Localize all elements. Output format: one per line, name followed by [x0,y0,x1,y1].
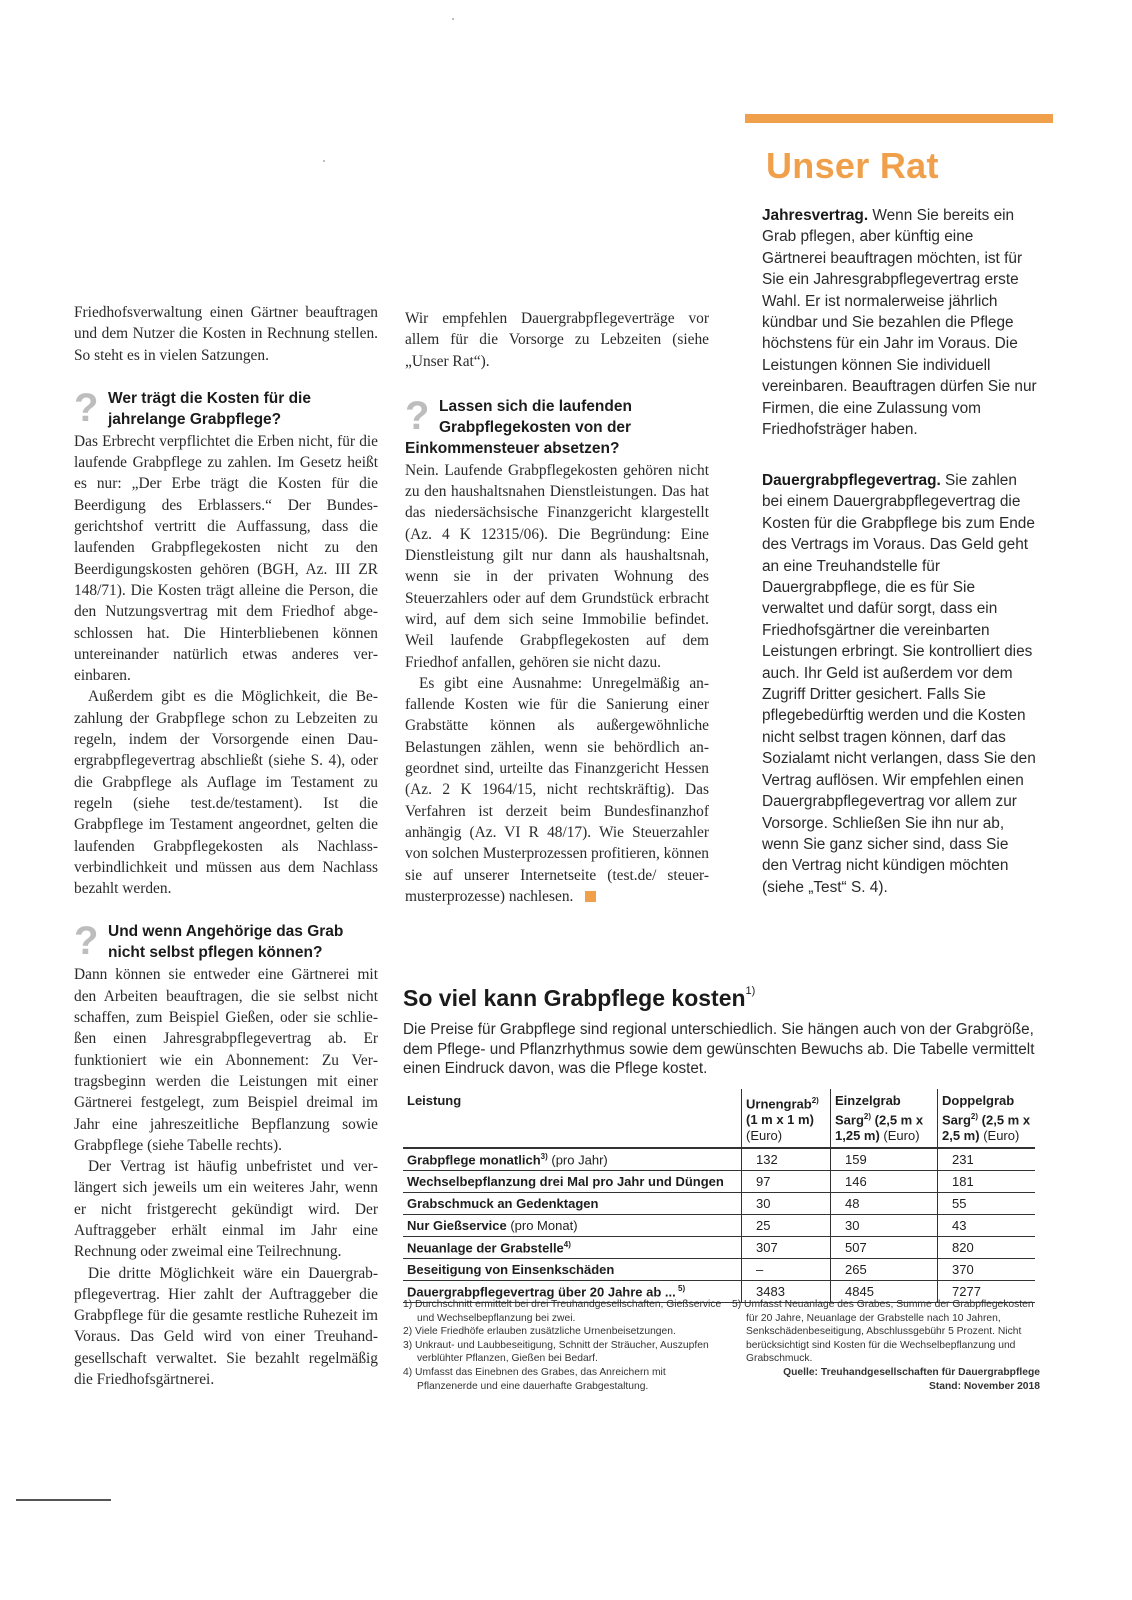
footnote-marker: 5) [675,1283,686,1293]
cell-doppelgrab: 7277 [938,1280,1036,1302]
intro-paragraph: Friedhofsverwaltung einen Gärtner beauftragen und dem Nutzer die Kosten in Rechnung stellen. So steht es in vielen Satzungen. [74,304,378,364]
question-mark-icon: ? [405,393,430,438]
question-heading [405,393,709,459]
question-heading-text: Und wenn Angehörige das Grab nicht selbst pflegen können? [108,923,344,962]
row-label [403,1236,742,1258]
footnote-marker: 1) [745,985,756,997]
intro-paragraph: Wir empfehlen Dauergrabpflegeverträge vor allem für die Vorsorge zu Lebzeiten (siehe „Unser Rat“). [405,310,709,370]
footnote: 3) Unkraut- und Laubbeseitigung, Schnitt der Sträucher, Auszupfen verblühter Pflanzen, Gießen bei Bedarf. [403,1339,709,1365]
header-einzelgrab [831,1089,938,1148]
cell-doppelgrab: 43 [938,1214,1036,1236]
cell-urnengrab: 97 [742,1170,831,1192]
header-text: Doppelgrab [942,1092,1015,1108]
body-paragraph-text: Es gibt eine Ausnahme: Unregelmäßig anfallende Kosten wie für die Sanierung einer Grabstätte können als außergewöhnliche Belastungen zählen, wenn sie behördlich angeordnet sind, urteilte das Finanzgericht Hessen (Az. 2 K 1964/15, nicht rechtskräftig). Das Verfahren ist derzeit beim Bundesfinanzhof anhängig (Az. VI R 48/17). Wie Steuerzahler von solchen Musterprozessen profitieren, können sie auf unserer Internetseite (test.de/ steuer-musterprozesse) nachlesen. [405,674,709,905]
cell-urnengrab: 132 [742,1148,831,1171]
header-text: (1 m x 1 m) [746,1111,814,1127]
unser-rat-item-lead: Jahresvertrag. [762,207,869,224]
footnote: 1) Durchschnitt ermittelt bei drei Treuhandgesellschaften, Gießservice und Wechselbepflanzung bei zwei. [403,1299,722,1324]
cell-einzelgrab: 4845 [831,1280,938,1302]
row-label-text: Beseitigung von Einsenkschäden [407,1261,615,1277]
cost-table-title [403,985,1043,1012]
table-footnotes-right [732,1298,1040,1393]
unser-rat-title: Unser Rat [766,145,939,186]
footnote-marker: 3) [540,1151,548,1161]
cell-doppelgrab: 370 [938,1258,1036,1280]
table-header-row [403,1089,1035,1148]
cell-doppelgrab: 181 [938,1170,1036,1192]
table-row [403,1214,1035,1236]
scan-speck [452,18,454,20]
question-mark-icon: ? [74,385,99,430]
table-source: Quelle: Treuhandgesellschaften für Dauergrabpflege [783,1366,1040,1378]
row-label-text: Dauergrabpflegevertrag über 20 Jahre ab ... [407,1283,676,1299]
table-row [403,1236,1035,1258]
page-divider [16,1499,111,1501]
cost-table-title-text: So viel kann Grabpflege kosten [403,985,746,1011]
cell-urnengrab: 30 [742,1192,831,1214]
header-leistung: Leistung [403,1089,742,1148]
footnote-marker: 2) [811,1095,819,1105]
body-paragraph: Das Erbrecht verpflichtet die Erben nicht, für die laufende Grabpflege zu zahlen. Im Gesetz heißt es nur: „Der Erbe trägt die Kosten für die Beerdigung des Erblassers.“ Der Bundesgerichtshof vertritt die Auffassung, dass die laufenden Grabpflegekosten nicht zu den Beerdigungskosten gehören (BGH, Az. III ZR 148/71). Die Kosten trägt alleine die Person, die den Nutzungsvertrag mit dem Friedhof abgeschlossen hat. Die Hinterbliebenen können untereinander natürlich etwas anderes vereinbaren. [74,432,378,685]
cost-table [403,1089,1035,1303]
footnote: 2) Viele Friedhöfe erlauben zusätzliche Urnenbeisetzungen. [403,1326,676,1338]
row-note: (pro Monat) [506,1217,578,1233]
header-text: Einzelgrab [835,1092,901,1108]
cell-doppelgrab: 820 [938,1236,1036,1258]
row-note: (pro Jahr) [547,1151,608,1167]
question-heading [74,921,378,963]
table-stand: Stand: November 2018 [928,1380,1040,1392]
left-column [74,302,378,1390]
cell-einzelgrab: 146 [831,1170,938,1192]
row-label-text: Wechselbepflanzung drei Mal pro Jahr und Düngen [407,1173,724,1189]
scan-speck [323,160,325,162]
cell-einzelgrab: 265 [831,1258,938,1280]
end-mark-square-icon [585,891,596,902]
question-heading-text: Wer trägt die Kosten für die jahrelange Grabpflege? [108,389,311,428]
header-text: 2,5 m) [942,1127,980,1143]
unser-rat-item-text: Sie zahlen bei einem Dauergrabpflegevertrag die Kosten für die Grabpflege bis zum Ende des Vertrags im Voraus. Das Geld geht an eine Treuhandstelle für Dauergrabpflege, die es für Sie verwaltet und dafür sorgt, dass ein Friedhofsgärtner die vereinbarten Leistungen erbringt. Sie kontrolliert dies auch. Ihr Geld ist außerdem vor dem Zugriff Dritter gesichert. Falls Sie pflegebedürftig werden und die Kosten nicht selbst tragen können, darf das Sozialamt nicht verlangen, dass Sie den Vertrag auflösen. Wir empfehlen einen Dauergrabpflegevertrag vor allem zur Vorsorge. Schließen Sie ihn nur ab, wenn Sie ganz sicher sind, dass Sie den Vertrag nicht kündigen möchten (siehe „Test“ S. 4). [762,472,1036,896]
body-paragraph: Nein. Laufende Grabpflegekosten gehören nicht zu den haushaltsnahen Dienstleistungen. Das hat das niedersächsische Finanzgericht klargestellt (Az. 4 K 12315/06). Die Begründung: Eine Dienstleistung gilt nur dann als haushaltsnah, wenn sie in der privaten Wohnung des Steuerzahlers oder auf dem Grundstück erbracht wird, auf dem sich seine Immobilie befindet. Weil laufende Grabpflegekosten auf dem Friedhof anfallen, gehören sie nicht dazu. [405,461,709,671]
row-label [403,1170,742,1192]
row-label [403,1148,742,1171]
table-row [403,1148,1035,1171]
table-row [403,1192,1035,1214]
cost-table-section [403,985,1043,1303]
cell-einzelgrab: 30 [831,1214,938,1236]
footnote-marker: 2) [863,1111,872,1121]
row-label-text: Grabschmuck an Gedenktagen [407,1195,599,1211]
header-text: Urnengrab [746,1095,812,1111]
question-heading [74,385,378,430]
cell-urnengrab: 307 [742,1236,831,1258]
cell-urnengrab: – [742,1258,831,1280]
row-label-text: Grabpflege monatlich [407,1151,541,1167]
table-row [403,1170,1035,1192]
footnote-marker: 4) [563,1239,571,1249]
middle-column [405,308,709,907]
table-footnotes-left [403,1298,723,1393]
header-text: (2,5 m x [978,1111,1031,1127]
cell-einzelgrab: 48 [831,1192,938,1214]
row-label [403,1214,742,1236]
question-heading-text: Lassen sich die laufenden Grabpflegekosten von der [439,397,632,436]
question-mark-icon: ? [74,919,99,964]
unser-rat-item-dauergrabpflegevertrag [762,470,1038,898]
unser-rat-item-text: Wenn Sie bereits ein Grab pflegen, aber künftig eine Gärtnerei beauftragen möchten, ist für Sie ein Jahresgrabpflegevertrag erste Wahl. Er ist normalerweise jährlich kündbar und Sie bezahlen die Pflege höchstens für ein Jahr im Voraus. Die Leistungen können Sie individuell vereinbaren. Beauftragen dürfen Sie nur Firmen, die eine Zulassung vom Friedhofsträger haben. [762,207,1037,439]
unser-rat-accent-bar [745,114,1053,123]
header-text: 1,25 m) [835,1127,880,1143]
row-label [403,1192,742,1214]
header-urnengrab [742,1089,831,1148]
cell-doppelgrab: 55 [938,1192,1036,1214]
cell-einzelgrab: 507 [831,1236,938,1258]
footnote: 4) Umfasst das Einebnen des Grabes, das Anreichern mit Pflanzenerde und eine dauerhafte Grabgestaltung. [403,1366,666,1392]
header-unit: (Euro) [746,1127,783,1143]
body-paragraph: Die dritte Möglichkeit wäre ein Dauergrabpflegevertrag. Hier zahlt der Auftraggeber die Grabpflege für die gesamte restliche Ruhezeit im Voraus. Das Geld wird von einer Treuhandgesellschaft verwaltet. Sie bezahlt regelmäßig die Friedhofsgärtnerei. [74,1264,378,1389]
body-paragraph: Der Vertrag ist häufig unbefristet und verlängert sich jeweils um ein weiteres Jahr, wenn er nicht fristgerecht gekündigt wird. Der Auftraggeber erhält einmal im Jahr eine Rechnung oder zweimal eine Teilrechnung. [74,1158,378,1261]
footnote-marker: 2) [970,1111,979,1121]
unser-rat-item-jahresvertrag [762,205,1038,440]
cell-urnengrab: 3483 [742,1280,831,1302]
row-label [403,1258,742,1280]
cell-doppelgrab: 231 [938,1148,1036,1171]
cell-urnengrab: 25 [742,1214,831,1236]
table-row [403,1258,1035,1280]
header-text: Sarg [942,1111,971,1127]
body-paragraph [405,673,709,907]
footnote: 5) Umfasst Neuanlage des Grabes, Summe der Grabpflegekosten für 20 Jahre, Neuanlage der Grabstelle nach 10 Jahren, Senkschädenbeseitigung, Abschlussgebühr 5 Prozent. Nicht berücksichtigt sind Kosten für die Wechselbepflanzung und Grabschmuck. [732,1299,1034,1365]
unser-rat-item-lead: Dauergrabpflegevertrag. [762,472,941,489]
row-label-text: Neuanlage der Grabstelle [407,1239,564,1255]
header-text: Sarg [835,1111,864,1127]
cell-einzelgrab: 159 [831,1148,938,1171]
cost-table-intro: Die Preise für Grabpflege sind regional unterschiedlich. Sie hängen auch von der Grabgröße, dem Pflege- und Pflanzrhythmus sowie dem gewünschten Bewuchs ab. Die Tabelle vermittelt einen Eindruck davon, was die Pflege kostet. [403,1021,1035,1077]
question-heading-text-tail: Einkommensteuer absetzen? [405,439,620,457]
header-unit: (Euro) [979,1127,1020,1143]
body-paragraph: Außerdem gibt es die Möglichkeit, die Bezahlung der Grabpflege schon zu Lebzeiten zu regeln, indem der Vorsorgende einen Dauergrabpflegevertrag abschließt (siehe S. 4), oder die Grabpflege als Auflage im Testament zu regeln (siehe test.de/testament). Ist die Grabpflege im Testament angeordnet, gelten die laufenden Grabpflegekosten als Nachlassverbindlichkeit und müssen aus dem Nachlass bezahlt werden. [74,688,378,898]
header-doppelgrab [938,1089,1036,1148]
header-unit: (Euro) [879,1127,920,1143]
header-text: (2,5 m x [871,1111,924,1127]
body-paragraph: Dann können sie entweder eine Gärtnerei mit den Arbeiten beauftragen, die sie selbst nicht schaffen, zum Beispiel Gießen, oder sie schließen einen Jahresgrabpflegevertrag ab. Er funktioniert wie ein Abonnement: Zu Vertragsbeginn werden die Leistungen mit einer Gärtnerei festgelegt, zum Beispiel dreimal im Jahr eine jahreszeitliche Bepflanzung sowie Grabpflege (siehe Tabelle rechts). [74,966,378,1154]
row-label-text: Nur Gießservice [407,1217,507,1233]
